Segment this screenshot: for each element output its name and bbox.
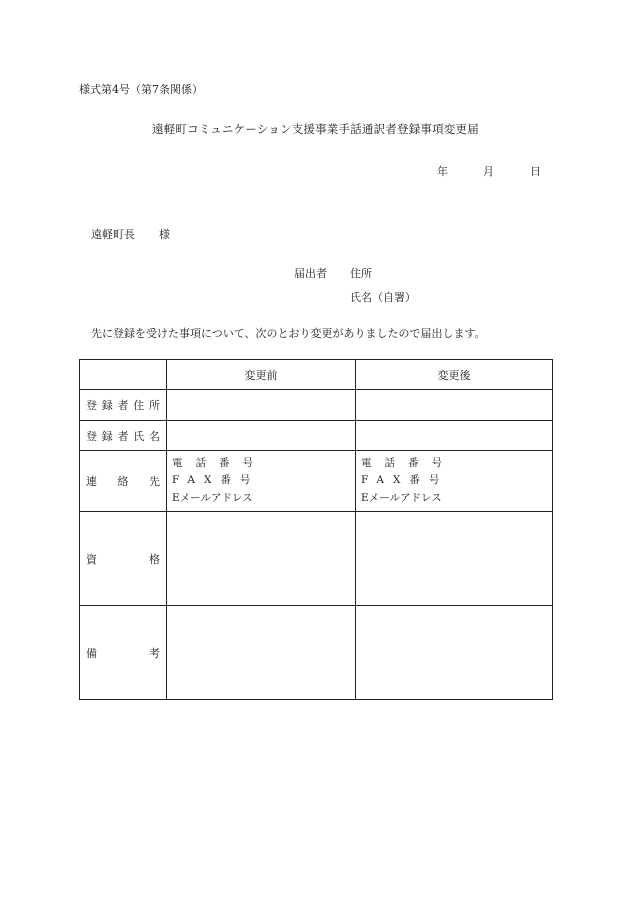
addressee xyxy=(91,226,170,242)
fax-label-before: FAX番号 xyxy=(172,474,260,487)
remarks-after-cell[interactable] xyxy=(356,606,553,700)
qualification-before-cell[interactable] xyxy=(167,512,356,606)
date-month-label: 月 xyxy=(483,165,494,178)
row-label-qualification: 資格 xyxy=(80,512,167,606)
applicant-name-label: 氏名（自署） xyxy=(350,291,416,304)
phone-label-before: 電話番号 xyxy=(172,456,266,469)
fax-label-after: FAX番号 xyxy=(361,474,449,487)
name-after-cell[interactable] xyxy=(356,421,553,451)
contact-before-cell[interactable] xyxy=(167,451,356,512)
email-label-after: Eメールアドレス xyxy=(361,491,442,504)
row-label-name: 登録者氏名 xyxy=(80,421,167,451)
date-year-label: 年 xyxy=(437,165,448,178)
row-label-address: 登録者住所 xyxy=(80,390,167,421)
remarks-before-cell[interactable] xyxy=(167,606,356,700)
date-day-label: 日 xyxy=(530,165,541,178)
document-title: 遠軽町コミュニケーション支援事業手話通訳者登録事項変更届 xyxy=(152,122,479,136)
applicant-address-label: 住所 xyxy=(350,267,372,280)
change-table xyxy=(79,359,553,700)
row-label-contact: 連絡先 xyxy=(80,451,167,512)
qualification-after-cell[interactable] xyxy=(356,512,553,606)
addressee-name: 遠軽町長 xyxy=(91,228,135,241)
table-header-row xyxy=(80,360,553,390)
contact-after-cell[interactable] xyxy=(356,451,553,512)
address-before-cell[interactable] xyxy=(167,390,356,421)
table-row xyxy=(80,390,553,421)
header-before: 変更前 xyxy=(167,360,356,390)
table-row xyxy=(80,451,553,512)
header-after: 変更後 xyxy=(356,360,553,390)
form-number: 様式第4号（第7条関係） xyxy=(79,83,203,96)
row-label-remarks: 備考 xyxy=(80,606,167,700)
header-blank-cell xyxy=(80,360,167,390)
table-row xyxy=(80,606,553,700)
name-before-cell[interactable] xyxy=(167,421,356,451)
email-label-before: Eメールアドレス xyxy=(172,491,253,504)
intro-text: 先に登録を受けた事項について、次のとおり変更がありましたので届出します。 xyxy=(91,327,486,340)
applicant-label: 届出者 xyxy=(294,267,327,280)
address-after-cell[interactable] xyxy=(356,390,553,421)
phone-label-after: 電話番号 xyxy=(361,456,455,469)
addressee-honorific: 様 xyxy=(159,228,170,241)
table-row xyxy=(80,421,553,451)
table-row xyxy=(80,512,553,606)
